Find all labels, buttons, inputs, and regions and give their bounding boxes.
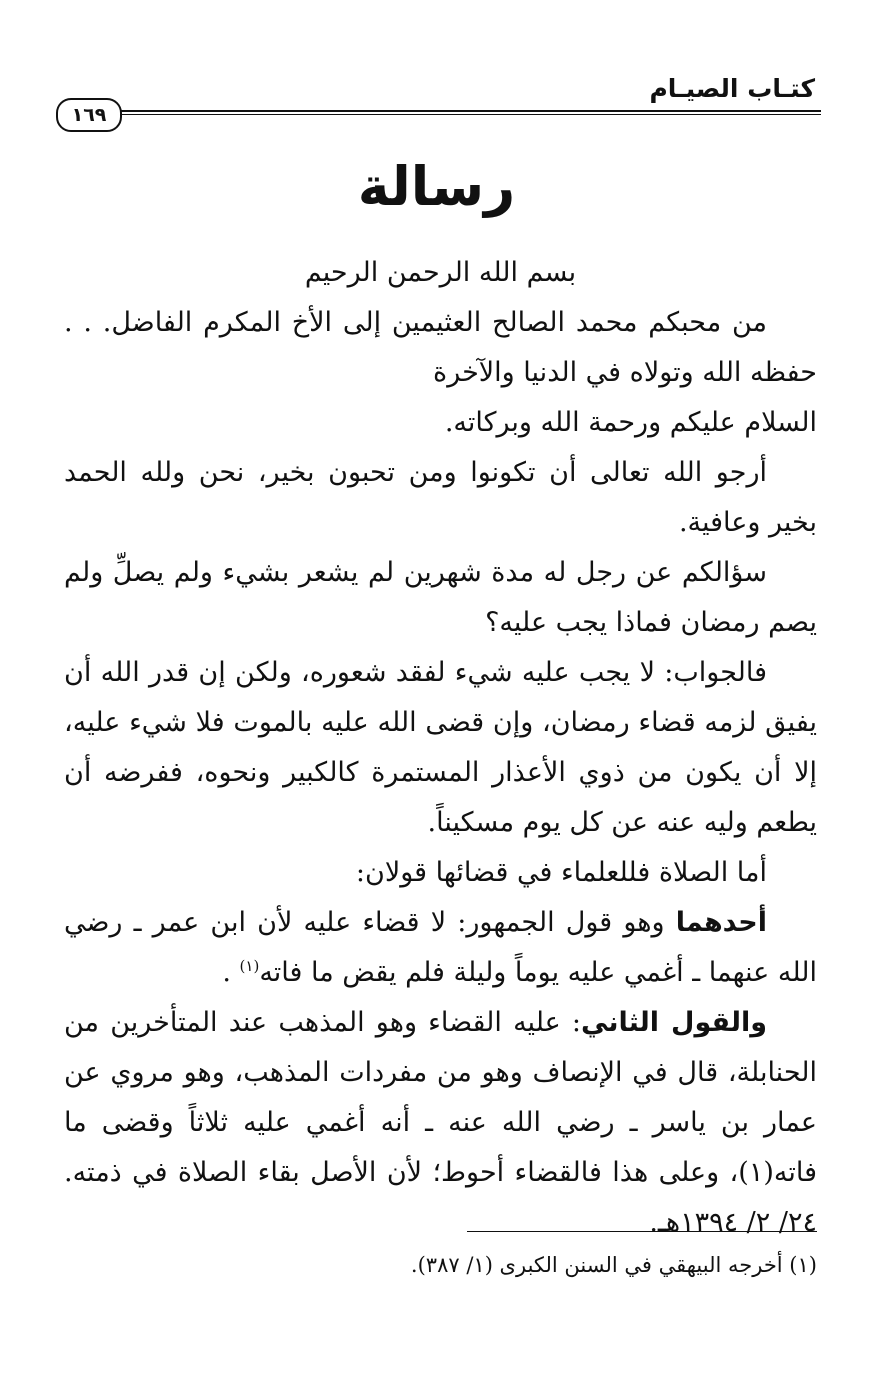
footnote-marker: (١) [239,957,260,975]
header-rule [112,110,821,115]
footnote-rule [467,1231,817,1232]
letter-body [64,248,817,1248]
paragraph-answer: فالجواب: لا يجب عليه شيء لفقد شعوره، ولكن إن قدر الله أن يفيق لزمه قضاء رمضان، وإن قضى الله عليه بالموت فلا شيء عليه، إلا أن يكون من ذوي الأعذار المستمرة كالكبير ونحوه، ففرضه أن يطعم وليه عنه عن كل يوم مسكيناً. [64,657,817,838]
paragraph-first-opinion [64,898,817,998]
paragraph-question: سؤالكم عن رجل له مدة شهرين لم يشعر بشيء ولم يصلِّ ولم يصم رمضان فماذا يجب عليه؟ [64,557,817,638]
first-opinion-end: . [222,957,240,988]
paragraph-greeting: السلام عليكم ورحمة الله وبركاته. [444,407,817,438]
first-opinion-lead: أحدهما [675,907,767,938]
paragraph-wellbeing: أرجو الله تعالى أن تكونوا ومن تحبون بخير، نحن ولله الحمد بخير وعافية. [64,457,817,538]
running-title: كتـاب الصيـام [649,74,815,103]
page-title: رسالة [357,155,516,218]
second-opinion-text: : عليه القضاء وهو المذهب عند المتأخرين من الحنابلة، قال في الإنصاف وهو من مفردات المذهب، وهو مروي عن عمار بن ياسر ـ رضي الله عنه ـ أنه أغمي عليه ثلاثاً وقضى ما فاته(١)، وعلى هذا فالقضاء أحوط؛ لأن الأصل بقاء الصلاة في ذمته. ٢٤/ ٢/ ١٣٩٤هـ. [64,1007,817,1238]
first-opinion-text: وهو قول الجمهور: لا قضاء عليه لأن ابن عمر ـ رضي الله عنهما ـ أغمي عليه يوماً وليلة فلم يقض ما فاته [64,907,817,988]
paragraph-salutation: من محبكم محمد الصالح العثيمين إلى الأخ المكرم الفاضل. . . حفظه الله وتولاه في الدنيا والآخرة [64,307,817,388]
paragraph-second-opinion [64,998,817,1248]
paragraph-prayer-intro: أما الصلاة فللعلماء في قضائها قولان: [355,857,767,888]
footnote: (١) أخرجه البيهقي في السنن الكبرى (١/ ٣٨٧). [410,1253,817,1277]
basmala: بسم الله الرحمن الرحيم [304,257,577,288]
second-opinion-lead: والقول الثاني [581,1007,767,1038]
page-number: ١٦٩ [56,98,122,132]
